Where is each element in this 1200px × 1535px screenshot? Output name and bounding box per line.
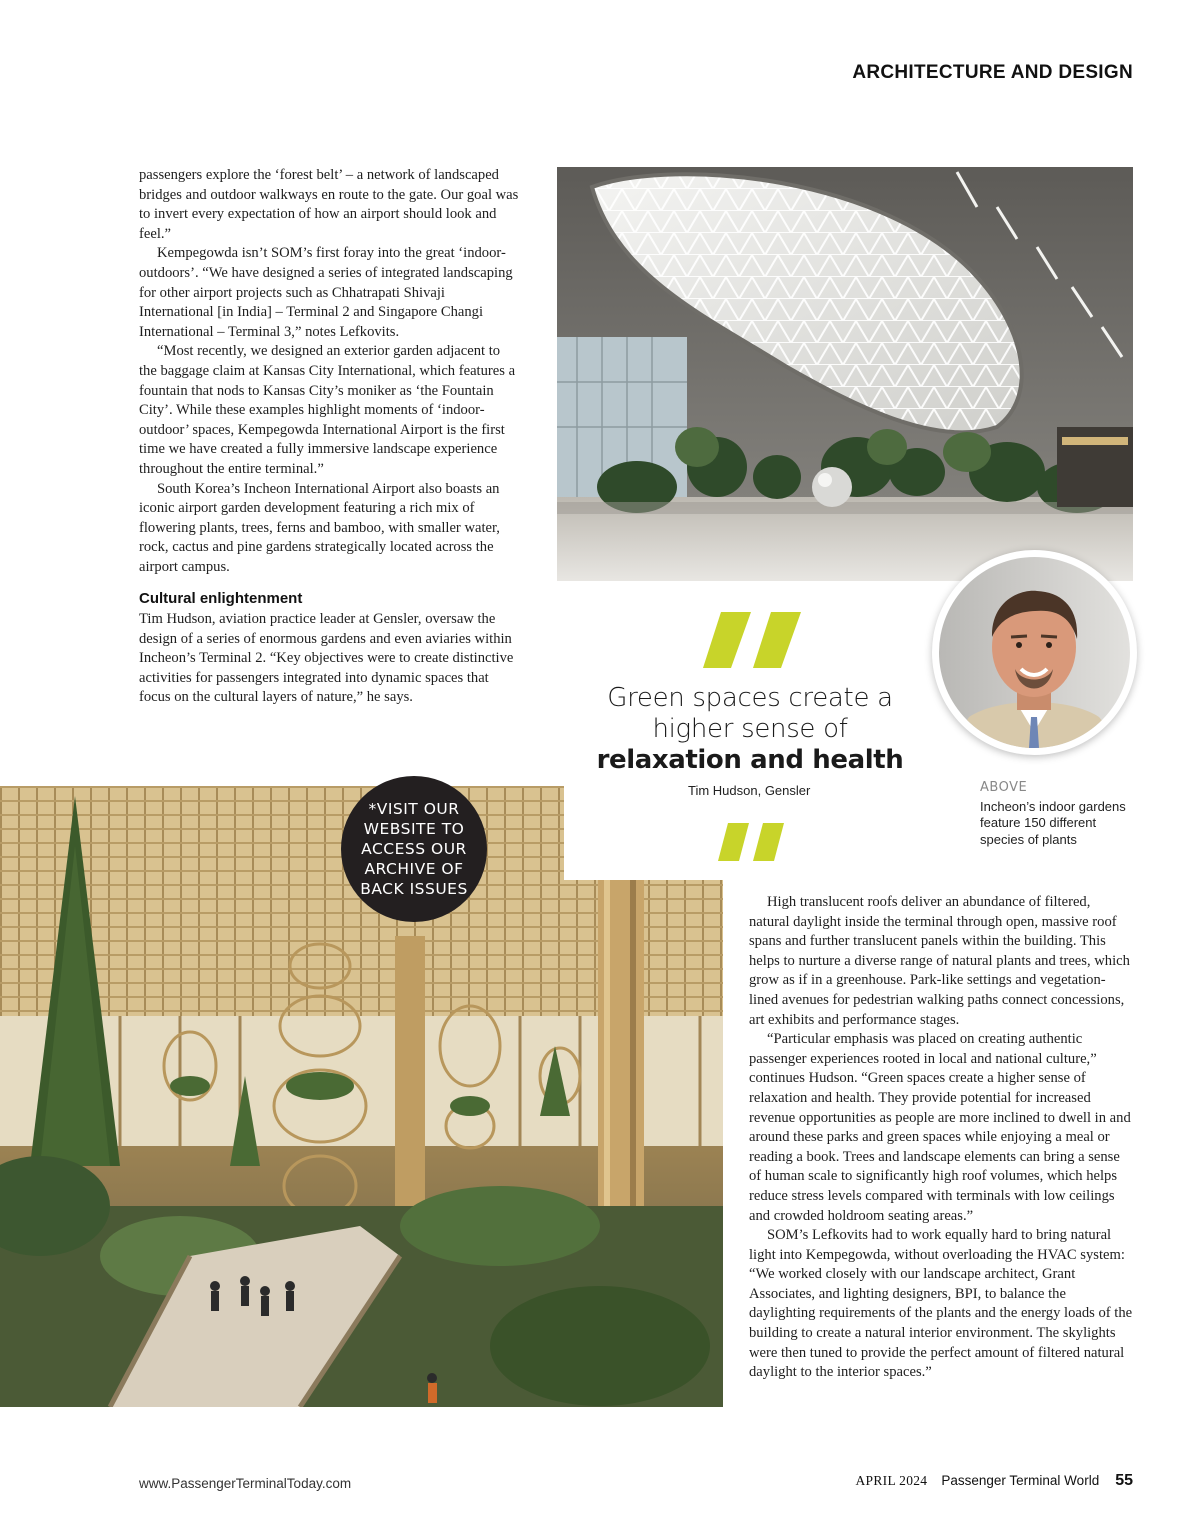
body-paragraph: Tim Hudson, aviation practice leader at Gensler, oversaw the design of a series of enormous gardens and even aviaries within Incheon’s Terminal 2. “Key objectives were to create distinctive activities for passengers integrated into dynamic spaces that focus on the cultural layers of nature,” he says. <box>139 611 514 706</box>
footer-url-link[interactable]: www.PassengerTerminalToday.com <box>139 1476 352 1491</box>
pull-quote-bold: relaxation and health <box>596 745 904 775</box>
archive-badge[interactable] <box>341 776 487 922</box>
atrium-photo-illustration <box>557 167 1133 581</box>
right-column <box>749 893 1134 1383</box>
issue-date: APRIL 2024 <box>855 1473 928 1488</box>
pull-quote-light: Green spaces create a higher sense of <box>607 683 893 744</box>
portrait-photo <box>939 557 1130 748</box>
portrait-frame <box>932 550 1137 755</box>
body-paragraph: passengers explore the ‘forest belt’ – a network of landscaped bridges and outdoor walkways en route to the gate. Our goal was to invert every expectation of how an airport should look and feel.” <box>139 167 519 242</box>
open-quote-icon <box>703 612 803 668</box>
pull-quote-attribution: Tim Hudson, Gensler <box>688 783 811 798</box>
caption-label: ABOVE <box>980 780 1028 795</box>
close-quote-icon <box>718 823 786 861</box>
body-paragraph: SOM’s Lefkovits had to work equally hard to bring natural light into Kempegowda, without overloading the HVAC system: “We worked closely with our landscape architect, Grant Associates, and lighting designers, BPI, to balance the daylighting requirements of the plants and the energy loads of the building to create a natural interior environment. The skylights were then tuned to provide the perfect amount of filtered natural daylight to the interior spaces.” <box>749 1227 1133 1381</box>
atrium-photo <box>557 167 1133 581</box>
photo-caption <box>980 780 1130 848</box>
body-paragraph: “Most recently, we designed an exterior garden adjacent to the baggage claim at Kansas City International, which features a fountain that nods to Kansas City’s moniker as ‘the Fountain City’. While these examples highlight moments of ‘indoor-outdoor’ spaces, Kempegowda International Airport is the first time we have created a fully immersive landscape experience throughout the entire terminal.” <box>139 343 516 477</box>
magazine-name: Passenger Terminal World <box>941 1473 1100 1488</box>
section-title: ARCHITECTURE AND DESIGN <box>852 62 1133 83</box>
pull-quote <box>595 683 905 776</box>
body-paragraph: South Korea’s Incheon International Airport also boasts an iconic airport garden development featuring a rich mix of flowering plants, trees, ferns and bamboo, with smaller water, rock, cactus and pine gardens strategically located across the airport campus. <box>139 480 500 575</box>
caption-text: Incheon’s indoor gardens feature 150 different species of plants <box>980 798 1126 847</box>
image-cutout <box>564 786 734 880</box>
body-paragraph: Kempegowda isn’t SOM’s first foray into the great ‘indoor-outdoors’. “We have designed a series of integrated landscaping for other airport projects such as Chhatrapati Shivaji International [in India] – Terminal 2 and Singapore Changi International – Terminal 3,” notes Lefkovits. <box>139 245 513 340</box>
left-column <box>139 166 519 708</box>
body-paragraph: “Particular emphasis was placed on creating authentic passenger experiences rooted in local and national culture,” continues Hudson. “Green spaces create a higher sense of relaxation and health. They provide potential for increased revenue opportunities as people are more inclined to dwell in and around these parks and green spaces while enjoying a meal or reading a book. Trees and landscape elements can bring a sense of human scale to significantly high roof volumes, which helps reduce stress levels compared with terminals with low ceilings and crowded holdroom seating areas.” <box>749 1031 1131 1224</box>
body-paragraph: High translucent roofs deliver an abundance of filtered, natural daylight inside the terminal through open, massive roof spans and further translucent panels within the building. This helps to nurture a diverse range of natural plants and trees, which grow as if in a greenhouse. Park-like settings and vegetation-lined avenues for pedestrian walking paths connect concessions, art exhibits and performance stages. <box>749 894 1130 1028</box>
subheading: Cultural enlightenment <box>139 590 303 608</box>
archive-badge-text: *VISIT OUR WEBSITE TO ACCESS OUR ARCHIVE OF BACK ISSUES <box>360 800 468 898</box>
page-number: 55 <box>1115 1472 1133 1489</box>
footer-info <box>855 1472 1133 1490</box>
